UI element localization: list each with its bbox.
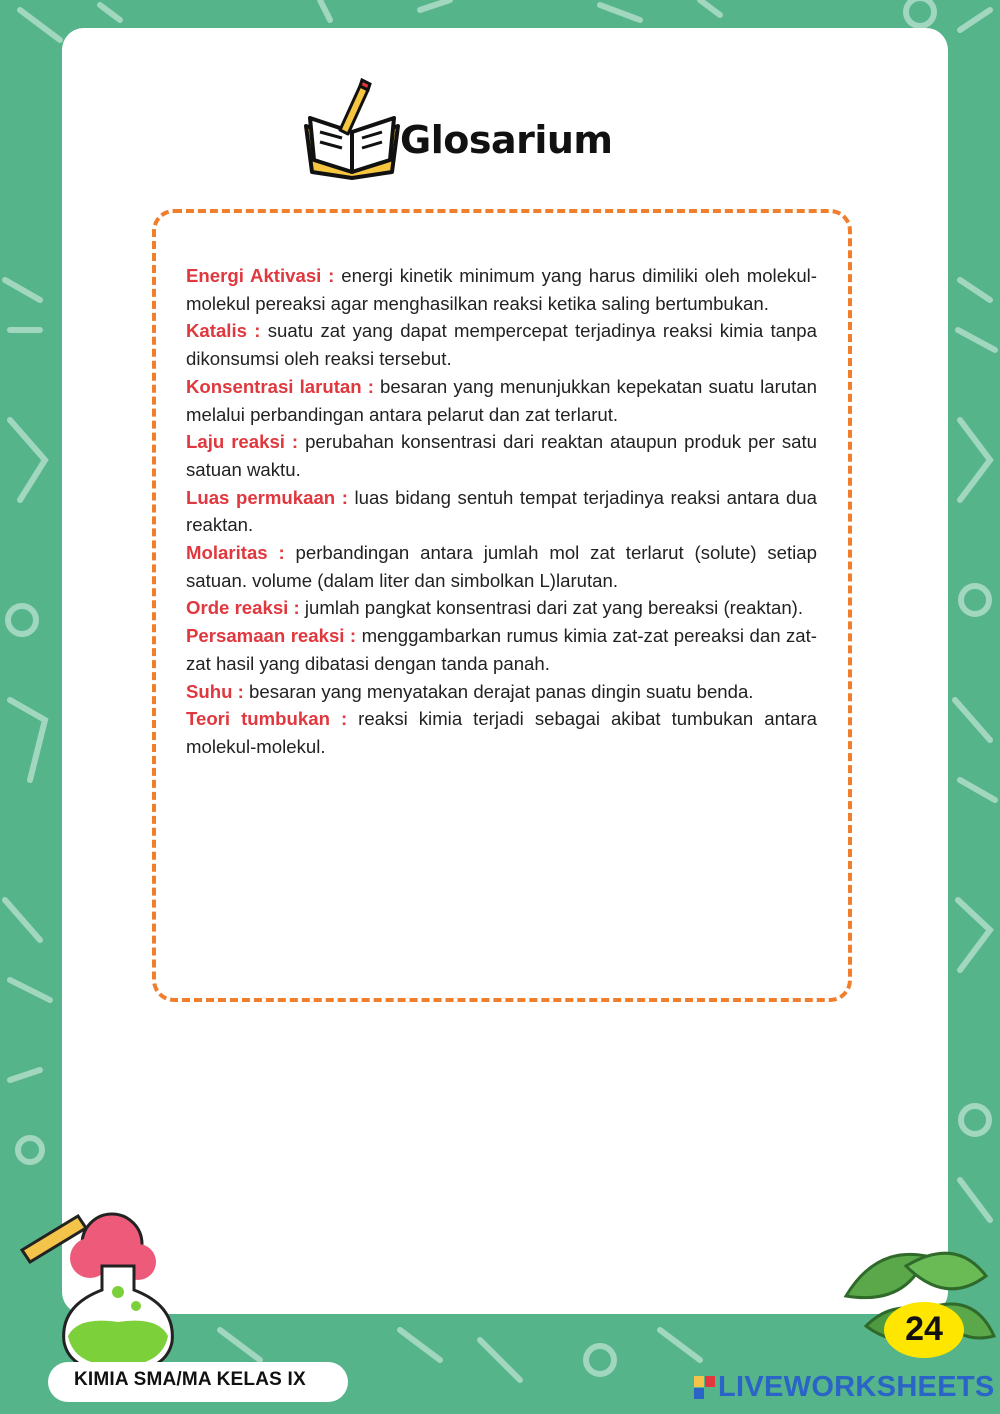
watermark: LIVEWORKSHEETS (718, 1371, 995, 1403)
glossary-term: Energi Aktivasi : (186, 265, 335, 286)
glossary-term: Konsentrasi larutan : (186, 375, 374, 397)
glossary-entry (186, 484, 817, 539)
glossary-term: Suhu : (186, 680, 244, 702)
course-label: KIMIA SMA/MA KELAS IX (74, 1369, 306, 1390)
glossary-definition: besaran yang menunjukkan kepekatan suatu larutan melalui perbandingan antara pelarut dan zat terlarut. (186, 375, 817, 425)
glossary-entry (186, 539, 817, 594)
glossary-definition: perbandingan antara jumlah mol zat terlarut (solute) setiap satuan. volume (dalam liter dan simbolkan L)larutan. (186, 542, 817, 591)
glossary-entry (186, 594, 817, 622)
glossary-term: Laju reaksi : (186, 431, 299, 453)
glossary-term: Orde reaksi : (186, 597, 300, 619)
open-book-pencil-icon (300, 76, 404, 180)
page-title: Glosarium (400, 118, 613, 162)
glossary-definition: energi kinetik minimum yang harus dimiliki oleh molekul-molekul pereaksi agar menghasilkan reaksi ketika saling bertumbukan. (186, 265, 817, 314)
glossary-definition: reaksi kimia terjadi sebagai akibat tumbukan antara molekul-molekul. (186, 708, 817, 757)
glossary-term: Molaritas : (186, 542, 285, 564)
glossary-term: Persamaan reaksi : (186, 625, 357, 647)
glossary-definition: jumlah pangkat konsentrasi dari zat yang bereaksi (reaktan). (299, 597, 804, 619)
glossary-definition: menggambarkan rumus kimia zat-zat pereaksi dan zat-zat hasil yang dibatasi dengan tanda panah. (186, 625, 817, 674)
glossary-definition: besaran yang menyatakan derajat panas dingin suatu benda. (243, 680, 754, 702)
glossary-entry (186, 705, 817, 760)
glossary-entry (186, 317, 817, 372)
glossary-definition: suatu zat yang dapat mempercepat terjadinya reaksi kimia tanpa dikonsumsi oleh reaksi tersebut. (186, 320, 817, 370)
liveworksheets-logo-icon (694, 1376, 716, 1400)
glossary-term: Katalis : (186, 320, 261, 342)
glossary-entry (186, 678, 817, 706)
header (300, 76, 620, 180)
glossary-entry (186, 428, 817, 483)
glossary-list (186, 262, 817, 761)
glossary-term: Luas permukaan : (186, 486, 348, 508)
glossary-entry (186, 373, 817, 428)
glossary-entry (186, 622, 817, 677)
glossary-term: Teori tumbukan : (186, 708, 348, 730)
page-number: 24 (905, 1310, 943, 1348)
chemistry-flask-icon (8, 1206, 188, 1376)
glossary-definition: perubahan konsentrasi dari reaktan ataupun produk per satu satuan waktu. (186, 431, 817, 480)
glossary-entry (186, 262, 817, 317)
glossary-definition: luas bidang sentuh tempat terjadinya reaksi antara dua reaktan. (186, 486, 817, 536)
